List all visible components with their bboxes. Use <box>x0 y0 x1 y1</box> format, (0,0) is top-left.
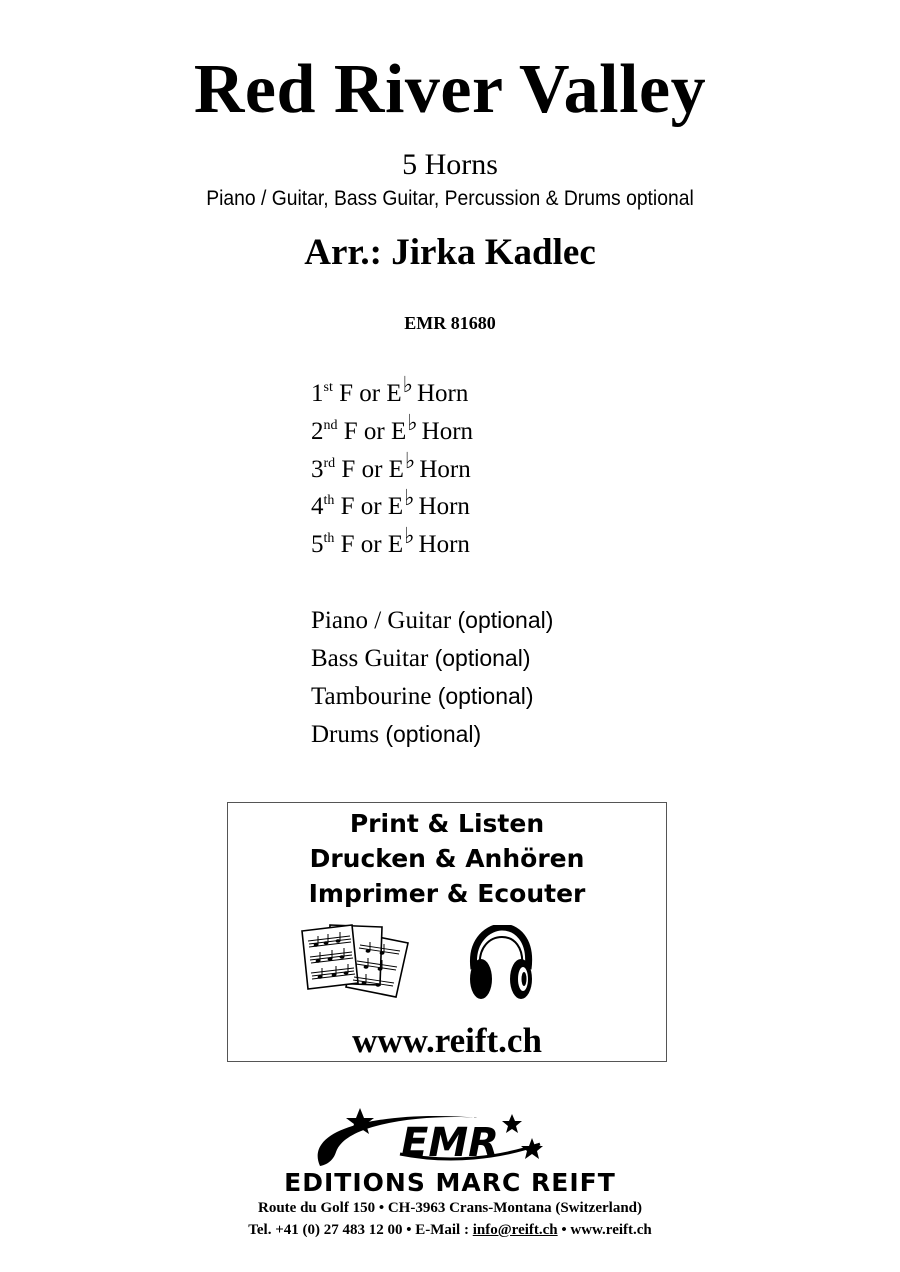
part-item <box>311 523 470 564</box>
optional-part-note: (optional) <box>385 721 482 747</box>
part-ordinal: rd <box>323 456 336 471</box>
part-number: 3 <box>311 456 324 483</box>
part-instrument: Horn <box>421 418 474 445</box>
logo-text: EMR <box>401 1120 499 1166</box>
arranger: Arr.: Jirka Kadlec <box>304 232 596 273</box>
headphones-icon <box>466 925 536 1003</box>
part-number: 4 <box>311 493 324 520</box>
part-instrument: Horn <box>418 493 470 520</box>
optional-part-name: Drums <box>311 721 380 748</box>
part-key: F or E <box>339 380 402 407</box>
part-instrument: Horn <box>418 531 470 558</box>
part-ordinal: th <box>323 493 335 508</box>
part-item <box>311 410 474 451</box>
part-number: 2 <box>311 418 324 445</box>
sheet-music-icon <box>300 921 412 999</box>
website-link[interactable]: • www.reift.ch <box>557 1222 652 1238</box>
optional-part-note: (optional) <box>457 607 554 633</box>
part-item <box>311 448 471 489</box>
promo-line-english: Print & Listen <box>349 809 545 838</box>
part-instrument: Horn <box>416 380 469 407</box>
address-line: Route du Golf 150 • CH-3963 Crans-Montana (Switzerland) <box>258 1200 642 1216</box>
part-item <box>311 485 470 526</box>
promo-line-german: Drucken & Anhören <box>309 844 585 873</box>
optional-part-note: (optional) <box>437 683 534 709</box>
part-key: F or E <box>340 493 404 520</box>
optional-part-item <box>311 681 534 712</box>
flat-icon: ♭ <box>404 523 415 548</box>
flat-icon: ♭ <box>402 372 413 397</box>
part-ordinal: st <box>323 380 333 395</box>
part-instrument: Horn <box>419 456 471 483</box>
optional-part-item <box>311 643 531 674</box>
publisher-name: EDITIONS MARC REIFT <box>284 1168 616 1197</box>
part-item <box>311 372 469 413</box>
part-ordinal: th <box>323 531 335 546</box>
optional-part-item <box>311 605 553 636</box>
part-key: F or E <box>341 456 404 483</box>
part-number: 5 <box>311 531 324 558</box>
part-ordinal: nd <box>323 418 338 433</box>
page-title: Red River Valley <box>193 51 707 128</box>
email-link[interactable]: info@reift.ch <box>472 1222 558 1238</box>
part-number: 1 <box>311 380 324 407</box>
print-listen-box <box>227 802 667 1062</box>
optional-part-name: Piano / Guitar <box>311 607 452 634</box>
optional-part-note: (optional) <box>434 645 531 671</box>
optional-part-name: Bass Guitar <box>311 645 429 672</box>
optional-part-item <box>311 719 481 750</box>
optional-instruments-line: Piano / Guitar, Bass Guitar, Percussion & Drums optional <box>206 187 694 210</box>
telephone: Tel. +41 (0) 27 483 12 00 • E-Mail : <box>248 1222 473 1238</box>
flat-icon: ♭ <box>407 410 418 435</box>
instrumentation: 5 Horns <box>402 148 498 181</box>
contact-line <box>0 1220 900 1240</box>
flat-icon: ♭ <box>404 485 415 510</box>
optional-part-name: Tambourine <box>311 683 432 710</box>
website-url[interactable]: www.reift.ch <box>352 1021 542 1060</box>
catalog-number: EMR 81680 <box>404 313 496 333</box>
part-key: F or E <box>340 531 404 558</box>
part-key: F or E <box>343 418 407 445</box>
flat-icon: ♭ <box>404 448 416 473</box>
promo-line-french: Imprimer & Ecouter <box>308 879 586 908</box>
